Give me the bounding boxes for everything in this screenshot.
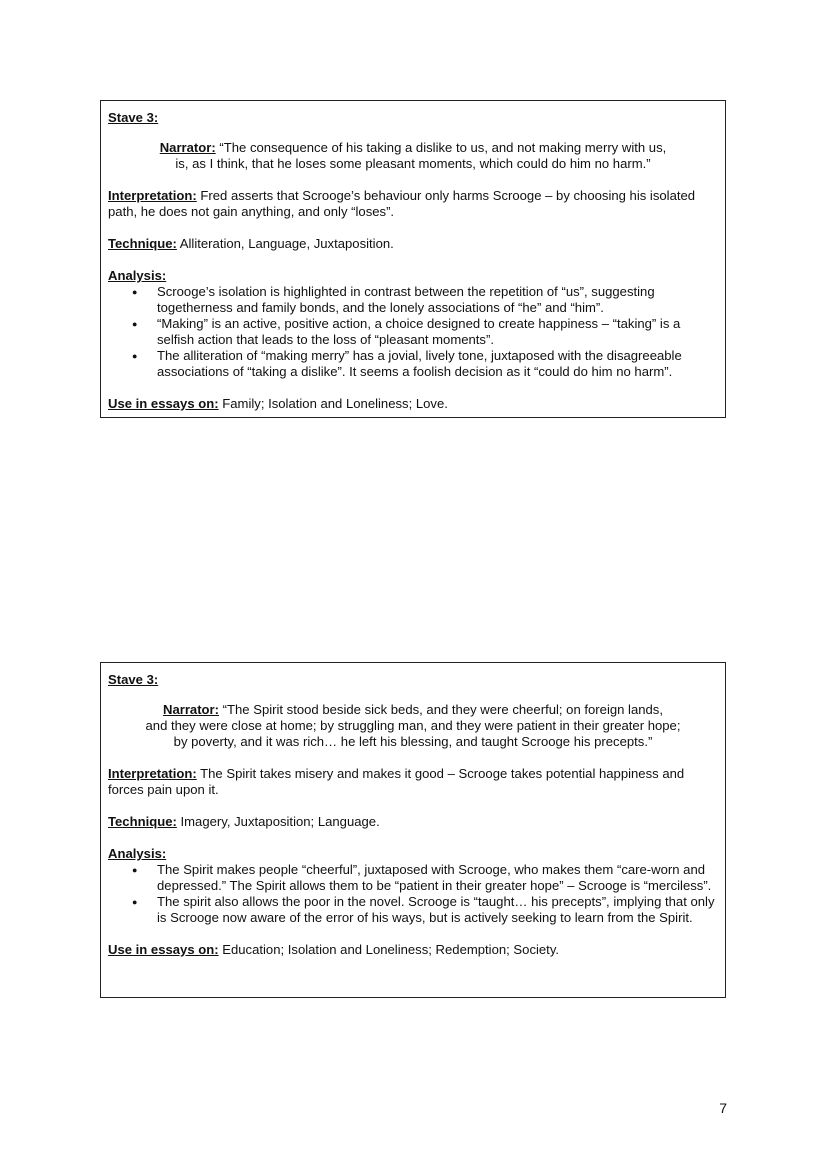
quote-line: “The consequence of his taking a dislike to us, and not making merry with us, [215, 140, 667, 155]
stave-label: Stave 3: [108, 110, 159, 125]
analysis-point: ● Scrooge’s isolation is highlighted in contrast between the repetition of “us”, suggesting togetherness and family bonds, and the lonely associations of “he” and “him”. [157, 284, 718, 316]
analysis-list [108, 862, 718, 926]
narrator-label: Narrator: [159, 140, 216, 155]
analysis-point: ● The spirit also allows the poor in the novel. Scrooge is “taught… his precepts”, implying that only is Scrooge now aware of the error of his ways, but is actively seeking to learn from the Spirit. [157, 894, 718, 926]
stave-heading [108, 672, 718, 688]
interpretation-text: The Spirit takes misery and makes it good – Scrooge takes potential happiness and forces pain upon it. [108, 766, 685, 797]
technique [108, 814, 718, 830]
technique-label: Technique: [108, 814, 177, 829]
quote-line: “The Spirit stood beside sick beds, and they were cheerful; on foreign lands, [219, 702, 663, 717]
narrator-quote [108, 140, 718, 172]
essay-uses [108, 396, 718, 412]
analysis-label: Analysis: [108, 268, 167, 283]
analysis-label: Analysis: [108, 846, 167, 861]
analysis-list [108, 284, 718, 380]
stave-label: Stave 3: [108, 672, 159, 687]
essays-text: Education; Isolation and Loneliness; Redemption; Society. [218, 942, 560, 957]
narrator-quote [108, 702, 718, 750]
quote-line: and they were close at home; by struggling man, and they were patient in their greater hope; [145, 718, 681, 733]
essays-text: Family; Isolation and Loneliness; Love. [218, 396, 448, 411]
quote-line: by poverty, and it was rich… he left his blessing, and taught Scrooge his precepts.” [173, 734, 653, 749]
analysis-point: ● The alliteration of “making merry” has a jovial, lively tone, juxtaposed with the disagreeable associations of “taking a dislike”. It seems a foolish decision as it “could do him no harm”. [157, 348, 718, 380]
analysis-heading [108, 268, 718, 284]
narrator-label: Narrator: [162, 702, 220, 717]
quote-card-1 [100, 100, 726, 418]
analysis-point: ● The Spirit makes people “cheerful”, juxtaposed with Scrooge, who makes them “care-worn and depressed.” The Spirit allows them to be “patient in their greater hope” – Scrooge is “merciless”. [157, 862, 718, 894]
technique-label: Technique: [108, 236, 177, 251]
interpretation-label: Interpretation: [108, 188, 197, 203]
essays-label: Use in essays on: [108, 942, 219, 957]
page-number: 7 [719, 1100, 727, 1116]
interpretation-text: Fred asserts that Scrooge’s behaviour only harms Scrooge – by choosing his isolated path, he does not gain anything, and only “loses”. [108, 188, 696, 219]
analysis-heading [108, 846, 718, 862]
quote-line: is, as I think, that he loses some pleasant moments, which could do him no harm.” [175, 156, 651, 171]
technique [108, 236, 718, 252]
interpretation [108, 188, 718, 220]
essays-label: Use in essays on: [108, 396, 219, 411]
interpretation-label: Interpretation: [108, 766, 197, 781]
essay-uses [108, 942, 718, 958]
stave-heading [108, 110, 718, 126]
quote-card-2 [100, 662, 726, 998]
analysis-point: ● “Making” is an active, positive action, a choice designed to create happiness – “taking” is a selfish action that leads to the loss of “pleasant moments”. [157, 316, 718, 348]
technique-text: Alliteration, Language, Juxtaposition. [176, 236, 394, 251]
interpretation [108, 766, 718, 798]
technique-text: Imagery, Juxtaposition; Language. [176, 814, 380, 829]
